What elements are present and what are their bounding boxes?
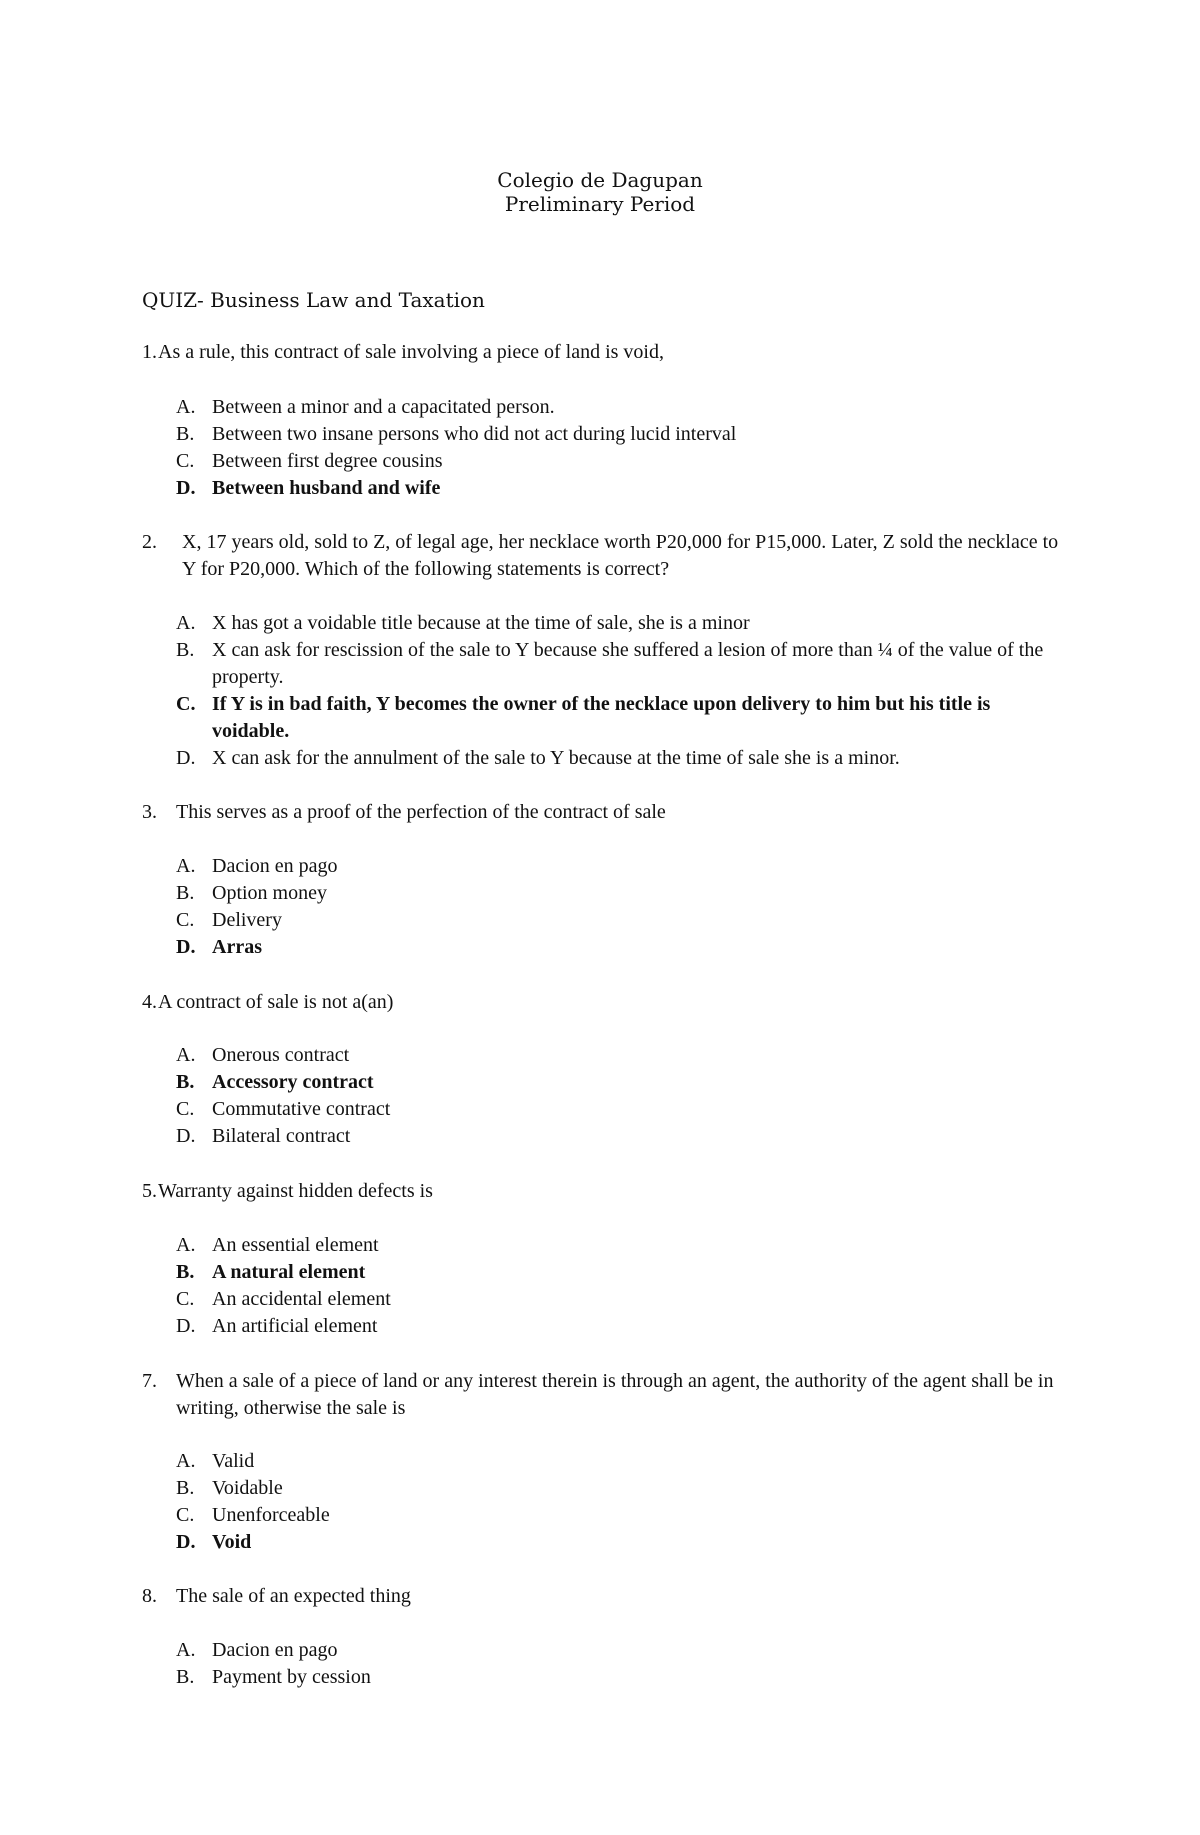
question-text: When a sale of a piece of land or any interest therein is through an agent, the authority of the agent shall be in writing, otherwise the sale is [176,1370,1054,1419]
option-b: B. Payment by cession [176,1666,371,1688]
school-name: Colegio de Dagupan [497,168,703,192]
question-number: 4. [142,991,157,1013]
question-number: 3. [142,801,157,823]
question-number: 2. [142,531,157,553]
question-3 [142,799,1072,826]
option-a: A. An essential element [176,1234,379,1256]
option-d-correct: D. Void [176,1531,252,1553]
question-3-options [176,853,1056,961]
question-5 [142,1178,1072,1205]
question-number: 1. [142,341,157,363]
question-1-options [176,394,1056,502]
question-7-options [176,1448,1056,1556]
question-2-options [176,610,1056,772]
option-c: C. Between first degree cousins [176,450,443,472]
question-number: 5. [142,1180,157,1202]
quiz-title: QUIZ- Business Law and Taxation [142,288,485,312]
option-c-correct: C. If Y is in bad faith, Y becomes the owner of the necklace upon delivery to him but his title is voidable. [176,693,991,742]
question-text: X, 17 years old, sold to Z, of legal age, her necklace worth P20,000 for P15,000. Later, Z sold the necklace to Y for P20,000. Which of the following statements is correct? [182,531,1059,580]
question-text: As a rule, this contract of sale involving a piece of land is void, [158,341,664,363]
question-number: 8. [142,1585,157,1607]
question-text: Warranty against hidden defects is [158,1180,433,1202]
option-a: A. Onerous contract [176,1044,350,1066]
question-1 [142,339,1072,366]
question-text: A contract of sale is not a(an) [158,991,394,1013]
option-d: D. X can ask for the annulment of the sale to Y because at the time of sale she is a minor. [176,747,900,769]
option-b-correct: B. Accessory contract [176,1071,374,1093]
question-8-options [176,1637,1056,1691]
question-8 [142,1583,1072,1610]
document-header [0,168,1200,216]
option-b: B. Between two insane persons who did not act during lucid interval [176,423,737,445]
question-4 [142,989,1072,1016]
option-b: B. Option money [176,882,327,904]
option-a: A. Dacion en pago [176,1639,338,1661]
period-name: Preliminary Period [504,192,696,216]
option-a: A. Valid [176,1450,255,1472]
option-d: D. Bilateral contract [176,1125,351,1147]
option-b: B. X can ask for rescission of the sale to Y because she suffered a lesion of more than ¼ of the value of the property. [176,639,1044,688]
question-5-options [176,1232,1056,1340]
option-b-correct: B. A natural element [176,1261,366,1283]
question-text: This serves as a proof of the perfection of the contract of sale [176,801,666,823]
option-d: D. An artificial element [176,1315,378,1337]
option-c: C. An accidental element [176,1288,391,1310]
option-d-correct: D. Arras [176,936,262,958]
question-4-options [176,1042,1056,1150]
option-d-correct: D. Between husband and wife [176,477,441,499]
option-a: A. X has got a voidable title because at the time of sale, she is a minor [176,612,750,634]
option-b: B. Voidable [176,1477,283,1499]
question-2 [142,529,1072,583]
option-c: C. Unenforceable [176,1504,330,1526]
question-7 [142,1368,1072,1422]
option-a: A. Dacion en pago [176,855,338,877]
question-text: The sale of an expected thing [176,1585,411,1607]
option-a: A. Between a minor and a capacitated person. [176,396,555,418]
option-c: C. Commutative contract [176,1098,391,1120]
option-c: C. Delivery [176,909,282,931]
question-number: 7. [142,1370,157,1392]
